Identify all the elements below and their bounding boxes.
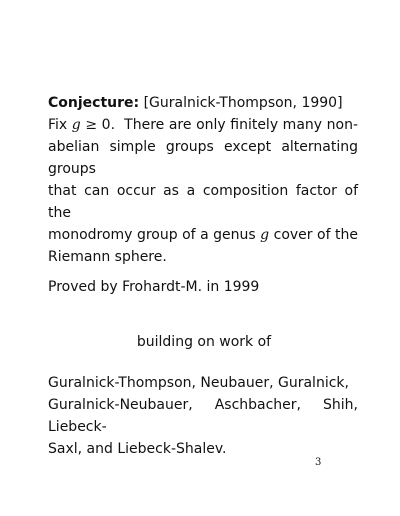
math-variable-g-genus: g	[260, 227, 270, 243]
authors-line-2: Guralnick-Neubauer, Aschbacher, Shih, Liebeck-	[48, 397, 358, 435]
math-variable-g: g	[71, 117, 81, 133]
conjecture-line-1-rest: There are only finitely many non-	[124, 117, 358, 133]
fix-prefix: Fix	[48, 117, 72, 133]
conjecture-line-3: that can occur as a composition factor of the	[48, 183, 358, 221]
fix-value: 0.	[101, 117, 116, 133]
conjecture-citation: [Guralnick-Thompson, 1990]	[143, 95, 343, 111]
conjecture-line-1	[48, 114, 358, 136]
conjecture-label: Conjecture:	[48, 95, 140, 111]
conjecture-line-2: abelian simple groups except alternating groups	[48, 139, 358, 177]
authors-line-1: Guralnick-Thompson, Neubauer, Guralnick,	[48, 375, 349, 391]
conjecture-line-5: Riemann sphere.	[48, 249, 167, 265]
proved-statement: Proved by Frohardt-M. in 1999	[48, 279, 260, 295]
page-number: 3	[315, 457, 322, 468]
conjecture-heading	[48, 92, 358, 114]
authors-line-3: Saxl, and Liebeck-Shalev.	[48, 441, 227, 457]
line-4-prefix: monodromy group of a genus	[48, 227, 261, 243]
math-relation: ≥	[80, 117, 102, 133]
building-on-work-of: building on work of	[136, 334, 272, 350]
conjecture-line-4	[48, 224, 358, 246]
line-4-suffix: cover of the	[269, 227, 358, 243]
conjecture-block	[48, 92, 358, 268]
authors-block	[48, 372, 358, 460]
